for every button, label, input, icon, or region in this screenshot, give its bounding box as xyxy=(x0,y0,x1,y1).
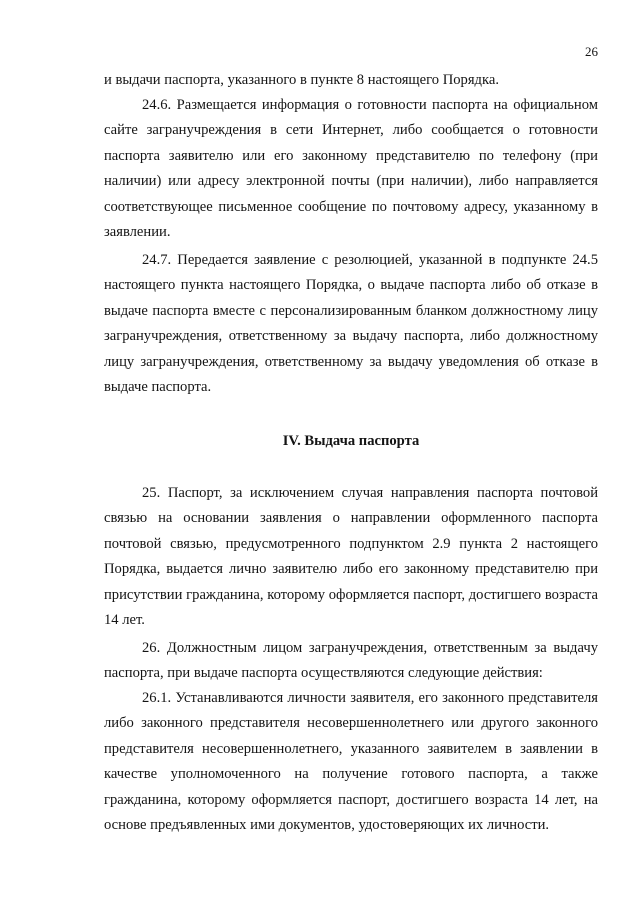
paragraph-text: и выдачи паспорта, указанного в пункте 8 настоящего Порядка. xyxy=(104,72,499,88)
paragraph-text: 26.1. Устанавливаются личности заявителя, его законного представителя либо законного представителя несовершеннолетнего или другого законного представителя несовершеннолетнего, указанного заявителем в заявлении в качестве уполномоченного на получение готового паспорта, а также гражданина, которому оформляется паспорт, достигшего возраста 14 лет, на основе предъявленных ими документов, удостоверяющих их личности. xyxy=(104,690,598,834)
paragraph-text: 26. Должностным лицом загранучреждения, ответственным за выдачу паспорта, при выдаче паспорта осуществляются следующие действия: xyxy=(104,640,598,682)
paragraph-24-7 xyxy=(104,248,598,400)
paragraph-26 xyxy=(104,636,598,687)
paragraph-26-1 xyxy=(104,686,598,838)
paragraph-25 xyxy=(104,481,598,633)
paragraph-24-6 xyxy=(104,93,598,245)
paragraph-text: 24.6. Размещается информация о готовности паспорта на официальном сайте загранучреждения в сети Интернет, либо сообщается о готовности паспорта заявителю или его законному представителю по телефону (при наличии) или адресу электронной почты (при наличии), либо направляется соответствующее письменное сообщение по почтовому адресу, указанному в заявлении. xyxy=(104,97,598,241)
page-number: 26 xyxy=(585,44,598,59)
paragraph-text: 24.7. Передается заявление с резолюцией, указанной в подпункте 24.5 настоящего пункта настоящего Порядка, о выдаче паспорта либо об отказе в выдаче паспорта вместе с персонализированным бланком должностному лицу загранучреждения, ответственному за выдачу паспорта, либо должностному лицу загранучреждения, ответственному за выдачу уведомления об отказе в выдаче паспорта. xyxy=(104,252,598,396)
paragraph-text: 25. Паспорт, за исключением случая направления паспорта почтовой связью на основании заявления о направлении оформленного паспорта почтовой связью, предусмотренного подпунктом 2.9 пункта 2 настоящего Порядка, выдается лично заявителю либо его законному представителю при присутствии гражданина, которому оформляется паспорт, достигшего возраста 14 лет. xyxy=(104,485,598,629)
section-heading: IV. Выдача паспорта xyxy=(282,433,420,449)
paragraph-continuation xyxy=(104,68,598,93)
